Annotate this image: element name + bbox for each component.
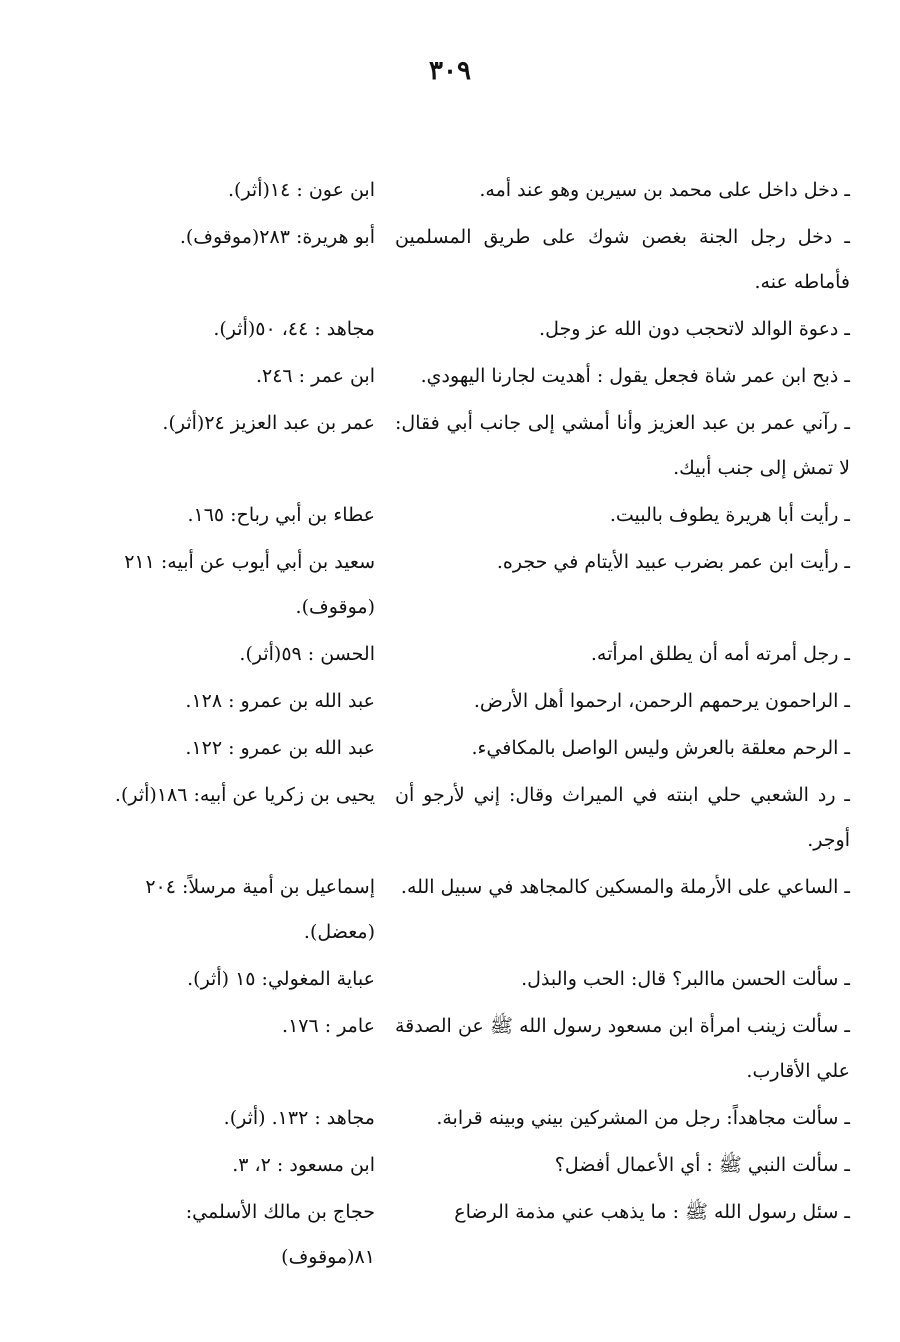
index-entry	[100, 1096, 850, 1141]
index-entry	[100, 726, 850, 771]
page-number: ٣٠٩	[429, 56, 471, 86]
index-entry	[100, 540, 850, 630]
entry-text: ـ الساعي على الأرملة والمسكين كالمجاهد في سبيل الله.	[400, 876, 850, 898]
entry-reference: ابن عون : ١٤(أثر).	[228, 179, 375, 201]
entry-text: ـ سألت مجاهداً: رجل من المشركين بيني وبينه قرابة.	[436, 1107, 850, 1129]
entry-text: ـ ذبح ابن عمر شاة فجعل يقول : أهديت لجارنا اليهودي.	[420, 365, 850, 387]
index-entry	[100, 354, 850, 399]
index-entry	[100, 493, 850, 538]
entry-reference: مجاهد : ١٣٢. (أثر).	[223, 1107, 375, 1129]
entry-reference: عطاء بن أبي رباح: ١٦٥.	[187, 504, 375, 526]
index-entry	[100, 168, 850, 213]
index-entry	[100, 865, 850, 955]
entry-reference: إسماعيل بن أمية مرسلاً: ٢٠٤ (معضل).	[145, 876, 375, 943]
entry-reference: سعيد بن أبي أيوب عن أبيه: ٢١١ (موقوف).	[124, 551, 375, 618]
entry-text: ـ دخل رجل الجنة بغصن شوك على طريق المسلمين فأماطه عنه.	[395, 226, 850, 293]
entry-text: ـ رجل أمرته أمه أن يطلق امرأته.	[590, 643, 850, 665]
entry-text: ـ سئل رسول الله ﷺ : ما يذهب عني مذمة الرضاع	[454, 1201, 850, 1223]
entry-reference: أبو هريرة: ٢٨٣(موقوف).	[179, 226, 375, 248]
entry-text: ـ سألت النبي ﷺ : أي الأعمال أفضل؟	[554, 1154, 850, 1176]
entry-reference: عبد الله بن عمرو : ١٢٢.	[185, 737, 375, 759]
index-entry	[100, 401, 850, 491]
entry-text: ـ الرحم معلقة بالعرش وليس الواصل بالمكافيء.	[471, 737, 850, 759]
entry-text: ـ رآني عمر بن عبد العزيز وأنا أمشي إلى جانب أبي فقال: لا تمش إلى جنب أبيك.	[395, 412, 850, 479]
entry-text: ـ دعوة الوالد لاتحجب دون الله عز وجل.	[539, 318, 850, 340]
index-entry	[100, 632, 850, 677]
entry-reference: مجاهد : ٤٤، ٥٠(أثر).	[213, 318, 375, 340]
entry-reference: ابن عمر : ٢٤٦.	[255, 365, 375, 387]
entry-text: ـ دخل داخل على محمد بن سيرين وهو عند أمه.	[479, 179, 850, 201]
index-entries	[100, 168, 850, 1282]
index-entry	[100, 773, 850, 863]
entry-text: ـ رأيت ابن عمر بضرب عبيد الأيتام في حجره.	[496, 551, 850, 573]
entry-text: ـ رأيت أبا هريرة يطوف بالبيت.	[609, 504, 850, 526]
index-entry	[100, 1143, 850, 1188]
entry-text: ـ سألت الحسن ماالبر؟ قال: الحب والبذل.	[521, 968, 850, 990]
entry-reference: عامر : ١٧٦.	[282, 1015, 375, 1037]
entry-reference: عباية المغولي: ١٥ (أثر).	[187, 968, 375, 990]
entry-reference: حجاج بن مالك الأسلمي: ٨١(موقوف)	[185, 1201, 375, 1268]
entry-reference: يحيى بن زكريا عن أبيه: ١٨٦(أثر).	[114, 784, 375, 806]
index-entry	[100, 679, 850, 724]
index-entry	[100, 215, 850, 305]
index-entry	[100, 957, 850, 1002]
index-entry	[100, 1190, 850, 1280]
entry-reference: عمر بن عبد العزيز ٢٤(أثر).	[162, 412, 375, 434]
index-entry	[100, 307, 850, 352]
entry-reference: ابن مسعود : ٢، ٣.	[232, 1154, 375, 1176]
index-entry	[100, 1004, 850, 1094]
entry-text: ـ رد الشعبي حلي ابنته في الميراث وقال: إني لأرجو أن أوجر.	[395, 784, 850, 851]
entry-text: ـ الراحمون يرحمهم الرحمن، ارحموا أهل الأرض.	[473, 690, 850, 712]
entry-reference: الحسن : ٥٩(أثر).	[239, 643, 375, 665]
entry-reference: عبد الله بن عمرو : ١٢٨.	[185, 690, 375, 712]
entry-text: ـ سألت زينب امرأة ابن مسعود رسول الله ﷺ عن الصدقة علي الأقارب.	[395, 1015, 850, 1082]
